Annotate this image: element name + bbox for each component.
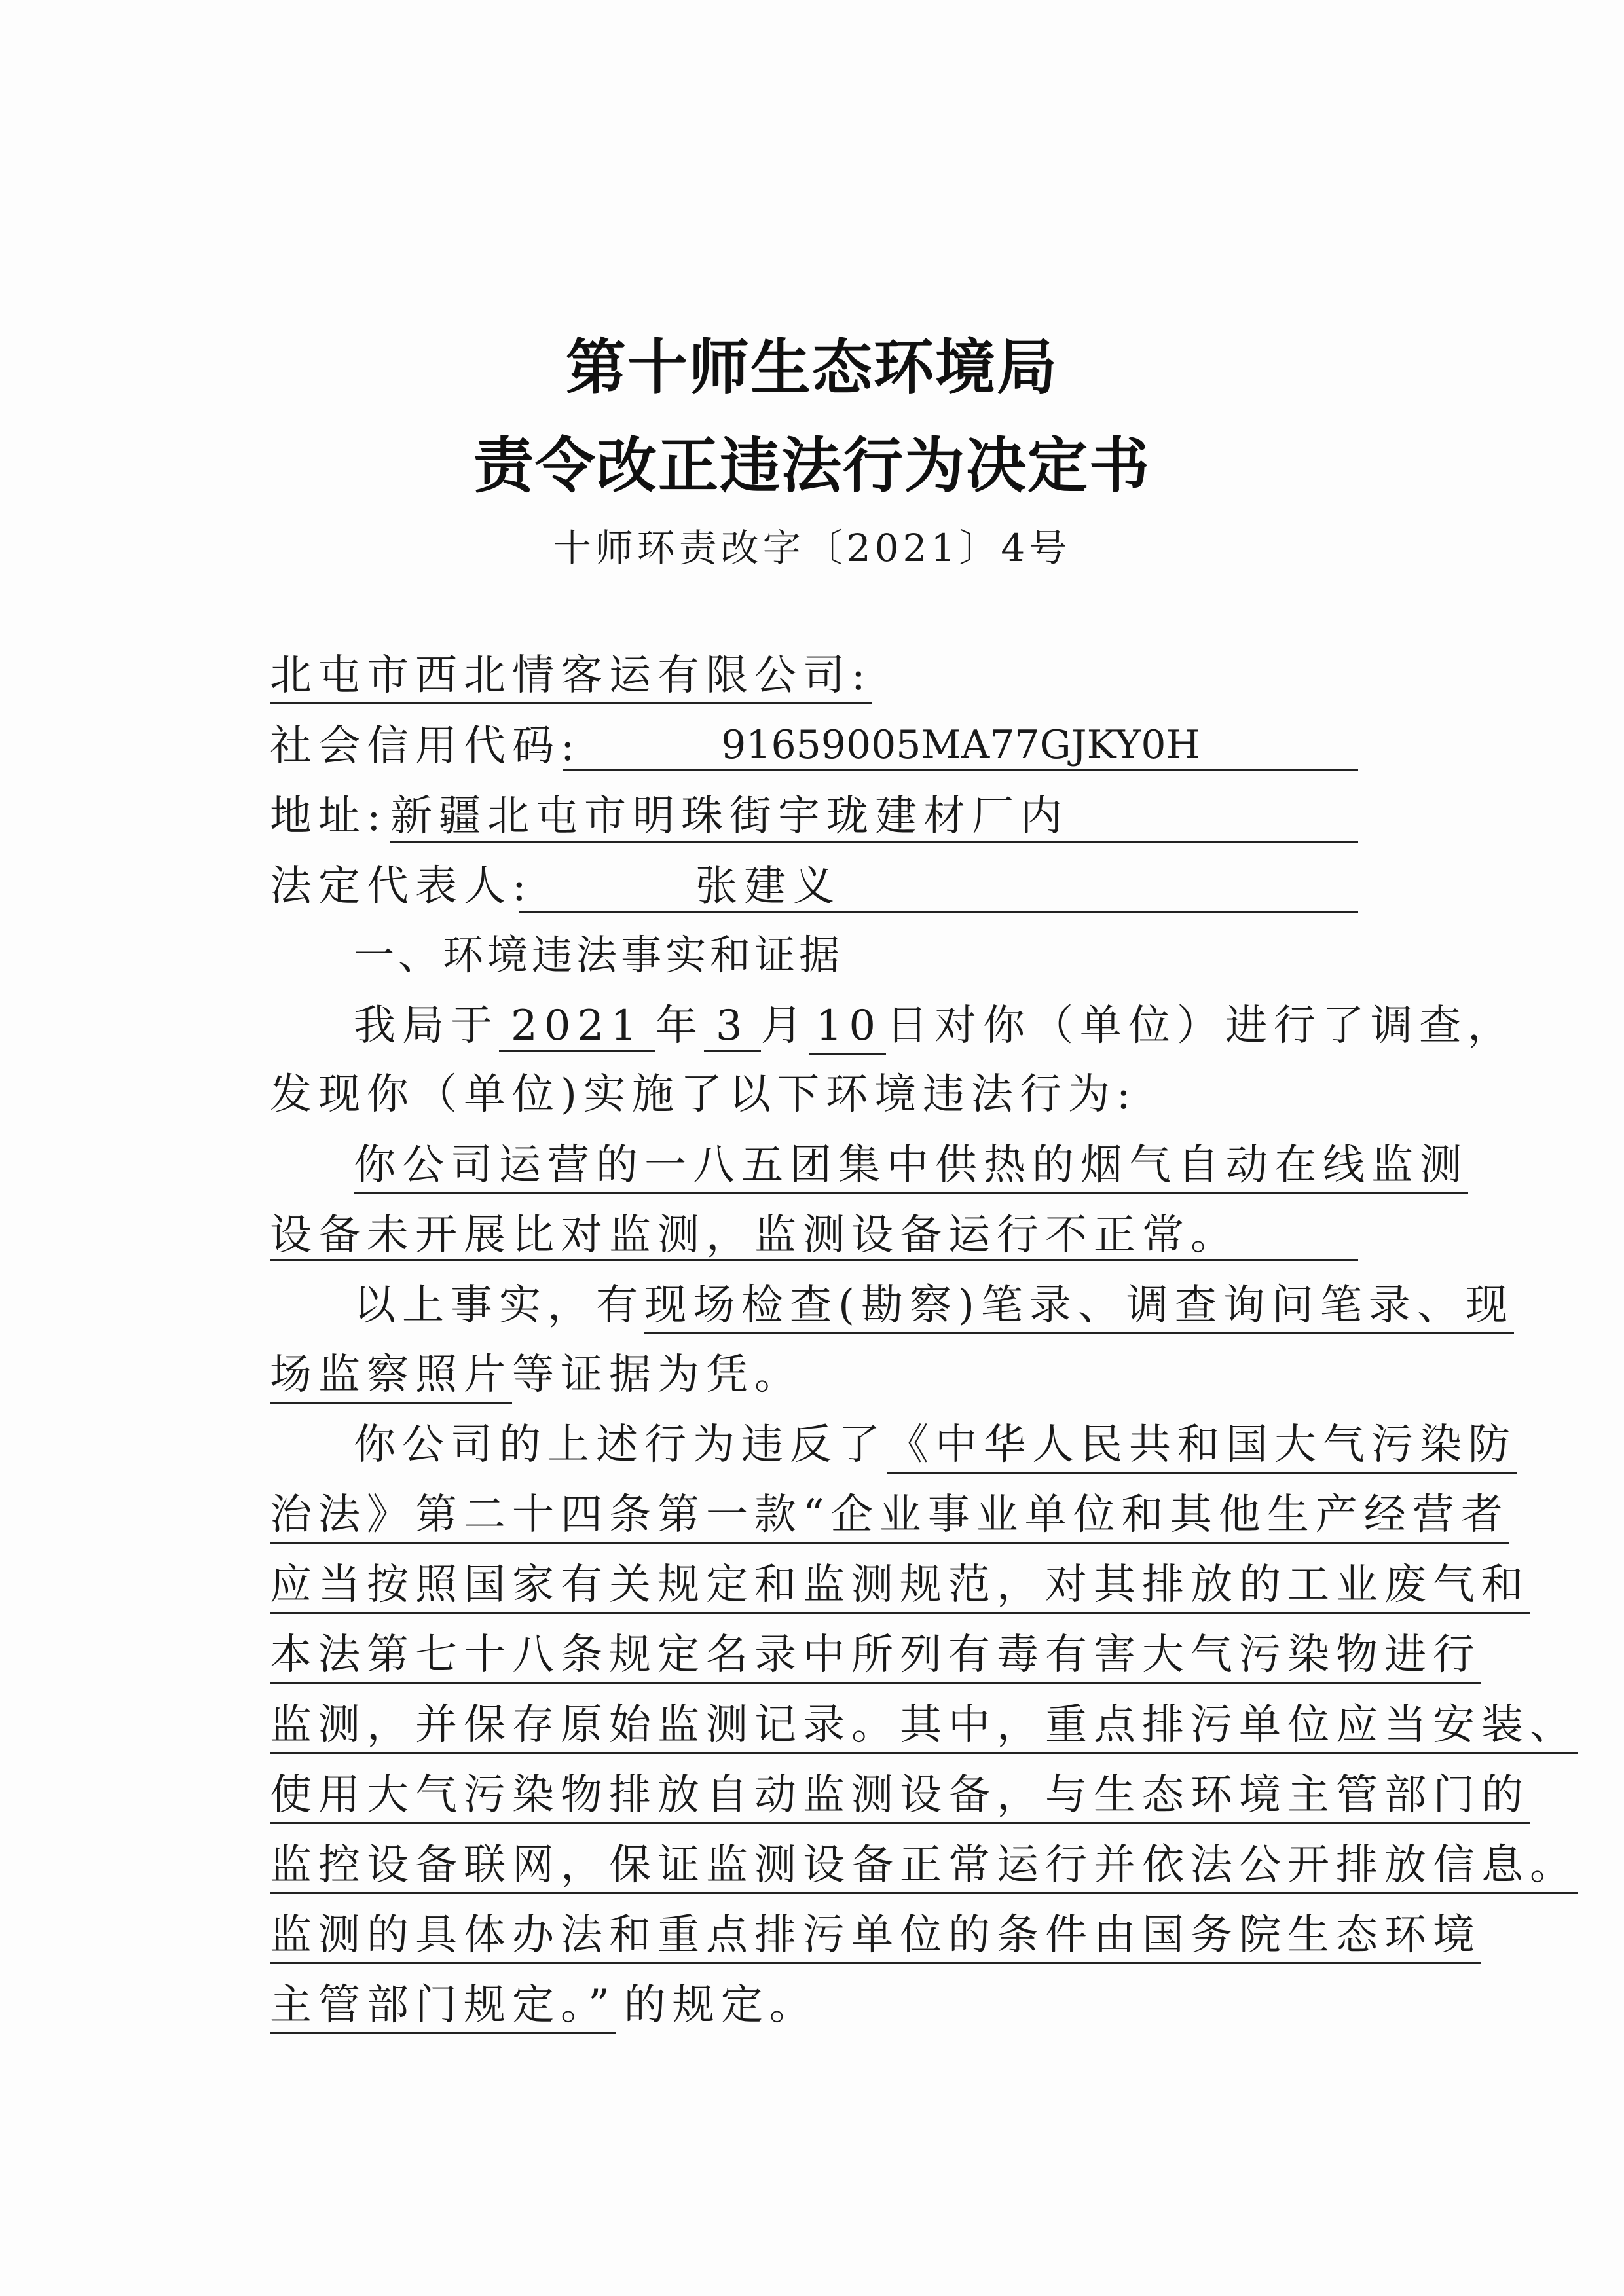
violation-text-1: 你公司运营的一八五团集中供热的烟气自动在线监测 bbox=[354, 1141, 1468, 1194]
address-row bbox=[270, 792, 388, 841]
evidence-prefix: 以上事实，有 bbox=[354, 1281, 644, 1330]
investigation-line-2: 发现你（单位)实施了以下环境违法行为: bbox=[270, 1070, 1137, 1119]
law-text-1: 《中华人民共和国大气污染防 bbox=[887, 1421, 1517, 1474]
legal-rep-value bbox=[519, 862, 1358, 913]
violation-text-2: 设备未开展比对监测，监测设备运行不正常。 bbox=[270, 1214, 1358, 1261]
law-line-3 bbox=[270, 1561, 1530, 1609]
law-suffix: 的规定。 bbox=[623, 1981, 818, 2030]
evidence-line-2 bbox=[270, 1351, 803, 1399]
law-text-6: 使用大气污染物排放自动监测设备，与生态环境主管部门的 bbox=[270, 1771, 1530, 1824]
issuing-authority-title: 第十师生态环境局 bbox=[565, 333, 1058, 403]
law-line-7 bbox=[270, 1841, 1578, 1889]
credit-code-label: 社会信用代码: bbox=[270, 722, 581, 771]
law-text-9: 主管部门规定。” bbox=[270, 1981, 616, 2034]
law-line-4 bbox=[270, 1631, 1481, 1679]
law-text-3: 应当按照国家有关规定和监测规范，对其排放的工业废气和 bbox=[270, 1561, 1530, 1614]
law-line-2 bbox=[270, 1491, 1509, 1539]
law-line-1 bbox=[354, 1421, 1517, 1469]
recipient-company bbox=[270, 651, 872, 700]
document-number: 十师环责改字〔2021〕4号 bbox=[553, 526, 1071, 570]
law-text-2: 治法》第二十四条第一款“企业事业单位和其他生产经营者 bbox=[270, 1491, 1509, 1544]
law-text-7: 监控设备联网，保证监测设备正常运行并依法公开排放信息。 bbox=[270, 1841, 1578, 1894]
address-value: 新疆北屯市明珠街宇珑建材厂内 bbox=[390, 795, 1358, 843]
address-label: 地址: bbox=[270, 792, 388, 841]
violation-line-2 bbox=[270, 1211, 1358, 1261]
evidence-list-1: 现场检查(勘察)笔录、调查询问笔录、现 bbox=[644, 1281, 1514, 1334]
law-line-8 bbox=[270, 1911, 1481, 1959]
law-text-4: 本法第七十八条规定名录中所列有毒有害大气污染物进行 bbox=[270, 1631, 1481, 1684]
document-title: 责令改正违法行为决定书 bbox=[473, 431, 1151, 501]
month-unit: 月 bbox=[760, 1002, 809, 1050]
legal-rep-label: 法定代表人: bbox=[270, 862, 533, 911]
law-line-6 bbox=[270, 1771, 1530, 1819]
evidence-line-1 bbox=[354, 1281, 1514, 1330]
law-line-5 bbox=[270, 1701, 1578, 1749]
evidence-list-2: 场监察照片 bbox=[270, 1351, 512, 1404]
law-line-9 bbox=[270, 1981, 818, 2030]
investigation-year: 2021 bbox=[499, 1002, 655, 1052]
violation-line-1 bbox=[354, 1141, 1468, 1190]
investigation-suffix: 日对你（单位）进行了调查， bbox=[886, 1002, 1517, 1050]
credit-code-value: 91659005MA77GJKY0H bbox=[563, 725, 1358, 771]
section-heading: 一、环境违法事实和证据 bbox=[354, 931, 844, 979]
investigation-line bbox=[354, 1002, 1517, 1050]
law-prefix: 你公司的上述行为违反了 bbox=[354, 1421, 887, 1469]
law-text-8: 监测的具体办法和重点排污单位的条件由国务院生态环境 bbox=[270, 1911, 1481, 1964]
investigation-prefix: 我局于 bbox=[354, 1002, 499, 1050]
investigation-day: 10 bbox=[809, 1002, 886, 1055]
recipient-company-name: 北屯市西北情客运有限公司: bbox=[270, 651, 872, 704]
evidence-suffix: 等证据为凭。 bbox=[512, 1351, 803, 1399]
year-unit: 年 bbox=[655, 1002, 704, 1050]
legal-rep-name: 张建义 bbox=[695, 862, 841, 911]
investigation-month: 3 bbox=[704, 1002, 761, 1052]
law-text-5: 监测，并保存原始监测记录。其中，重点排污单位应当安装、 bbox=[270, 1701, 1578, 1754]
